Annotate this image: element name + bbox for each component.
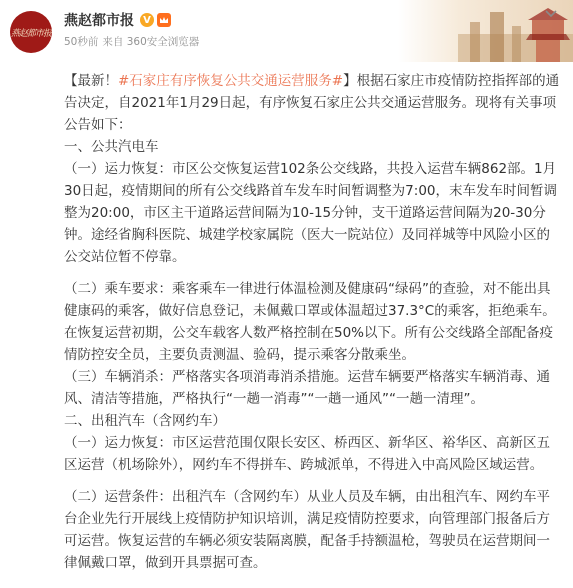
- post-content: [64, 70, 560, 574]
- post-meta: [64, 34, 199, 49]
- post-source: 来自 360安全浏览器: [102, 36, 200, 48]
- bus-disinfection-paragraph: （三）车辆消杀：严格落实各项消毒消杀措施。运营车辆要严格落实车辆消毒、通风、清洁等措施，严格执行“一趟一消毒”“一趟一通风”“一趟一清理”。: [64, 369, 550, 407]
- bus-capacity-paragraph: （一）运力恢复：市区公交恢复运营102条公交线路，共投入运营车辆862部。1月30日起，疫情期间的所有公交线路首车发车时间暂调整为7:00，末车发车时间暂调整为20:00，市区主干道路运营间隔为10-15分钟，支干道路运营间隔为20-30分钟。途经省胸科医院、城建学校家属院（医大一院站位）及同祥城等中风险小区的公交站位暂不停靠。: [64, 161, 557, 265]
- paragraph-gap: [64, 476, 560, 486]
- avatar[interactable]: [10, 11, 52, 53]
- post-header: [0, 0, 573, 66]
- intro-prefix: 【最新！: [64, 73, 118, 89]
- bus-boarding-paragraph: （二）乘车要求：乘客乘车一律进行体温检测及健康码“绿码”的查验，对不能出具健康码的乘客，做好信息登记，未佩戴口罩或体温超过37.3°C的乘客，拒绝乘车。在恢复运营初期，公交车载客人数严格控制在50%以下。所有公交线路全部配备疫情防控安全员，主要负责测温、验码，提示乘客分散乘坐。: [64, 281, 556, 363]
- paragraph-gap: [64, 268, 560, 278]
- section-heading-bus: 一、公共汽电车: [64, 139, 159, 155]
- intro-rest: 】根据石家庄市疫情防控指挥部的通告决定，自2021年1月29日起，有序恢复石家庄公共交通运营服务。现将有关事项公告如下：: [64, 73, 560, 133]
- taxi-capacity-paragraph: （一）运力恢复：市区运营范围仅限长安区、桥西区、新华区、裕华区、高新区五区运营（机场除外），网约车不得拼车、跨城派单，不得进入中高风险区域运营。: [64, 435, 550, 473]
- intro-paragraph: [64, 70, 560, 136]
- author-name[interactable]: 燕赵都市报: [64, 13, 134, 29]
- more-menu-button[interactable]: [541, 6, 561, 22]
- post-time[interactable]: 50秒前: [64, 36, 99, 48]
- chevron-down-icon: [545, 10, 557, 18]
- section-heading-taxi: 二、出租汽车（含网约车）: [64, 413, 226, 429]
- member-badge-icon: [157, 13, 171, 27]
- avatar-text: 燕赵都市报: [10, 28, 51, 39]
- taxi-conditions-paragraph: （二）运营条件：出租汽车（含网约车）从业人员及车辆，由出租汽车、网约车平台企业先行开展线上疫情防护知识培训，满足疫情防控要求，向管理部门报备后方可运营。恢复运营的车辆必须安装隔离膜，配备手持额温枪，驾驶员在运营期间一律佩戴口罩，做到开具票据可查。: [64, 489, 550, 571]
- crown-icon: [159, 15, 169, 25]
- author-row: [64, 9, 171, 31]
- topic-link[interactable]: #石家庄有序恢复公共交通运营服务#: [118, 73, 344, 89]
- verified-badge-icon: V: [140, 13, 154, 27]
